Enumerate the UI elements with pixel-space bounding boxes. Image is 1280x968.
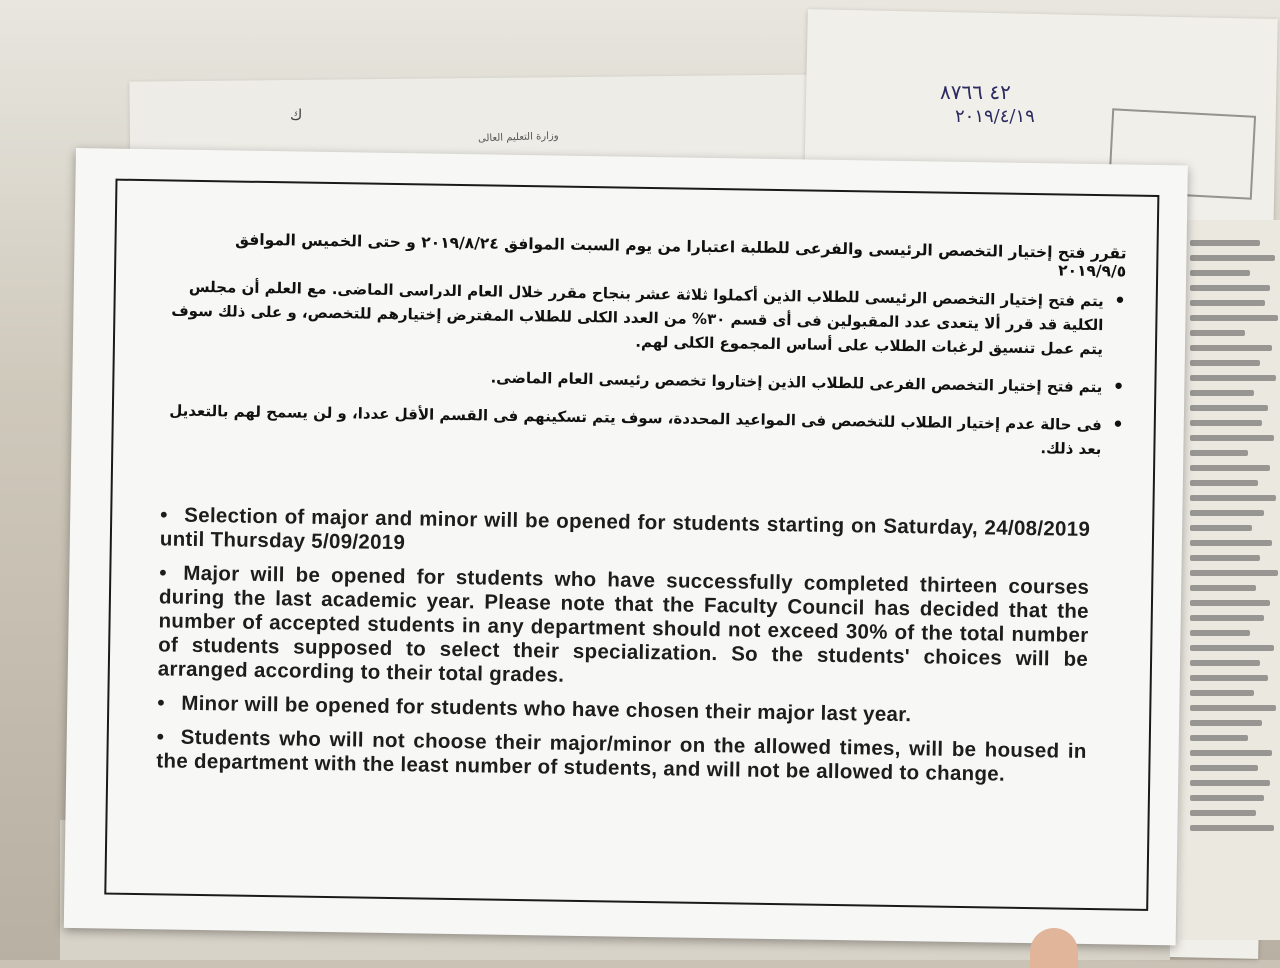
english-notice (156, 503, 1090, 798)
notice-paper (64, 148, 1188, 945)
english-text: Selection of major and minor will be opened for students starting on Saturday, 24/08/2019 until Thursday 5/09/2019 (159, 503, 1091, 555)
background-text-lines (1190, 240, 1280, 840)
bullet-icon: • (156, 725, 165, 749)
english-text: Minor will be opened for students who have chosen their major last year. (181, 691, 912, 727)
bullet-icon: • (160, 503, 168, 527)
arabic-bullet-list (163, 274, 1126, 475)
bullet-icon: • (157, 691, 165, 715)
arabic-bullet: • يتم فتح إختيار التخصص الفرعى للطلاب الذين إختاروا تخصص رئيسى العام الماضى. (164, 360, 1124, 399)
arabic-title: تقرر فتح إختيار التخصص الرئيسى والفرعى للطلبة اعتبارا من يوم السبت الموافق ٢٠١٩/٨/٢٤ و حتى الخميس الموافق ٢٠١٩/٩/٥ (235, 230, 1127, 281)
ministry-label: وزارة التعليم العالى (477, 130, 559, 145)
english-item-housing (156, 725, 1087, 788)
page-mark: ك (290, 106, 303, 124)
english-text: Students who will not choose their major/minor on the allowed times, will be housed in the department with the least number of students, and will not be allowed to change. (156, 725, 1087, 786)
bullet-icon: • (159, 561, 168, 585)
handwritten-number: ٤٢ ٨٧٦٦ (940, 80, 1011, 104)
english-text: Major will be opened for students who have successfully completed thirteen courses during the last academic year. Please note that the Faculty Council has decided that the number of accepted students in any department should not exceed 30% of the total number of students supposed to select their specialization. So the students' choices will be arranged according to their total grades. (157, 561, 1090, 687)
english-item-major (158, 561, 1090, 696)
arabic-bullet: • يتم فتح إختيار التخصص الرئيسى للطلاب الذين أكملوا ثلاثة عشر بنجاح مقرر خلال العام الدراسى الماضى. مع العلم أن مجلس الكلية قد قرر ألا يتعدى عدد المقبولين فى أى قسم ٣٠% من العدد الكلى للطلاب المفترض إختيارهم للتخصص، و على ذلك سوف يتم عمل تنسيق لرغبات الطلاب على أساس المجموع الكلى لهم. (165, 274, 1126, 361)
english-item-minor (157, 691, 1087, 730)
thumb (1030, 928, 1078, 968)
handwritten-date: ٢٠١٩/٤/١٩ (955, 106, 1035, 127)
arabic-bullet: • فى حالة عدم إختيار الطلاب للتخصص فى المواعيد المحددة، سوف يتم تسكينهم فى القسم الأقل عددا، و لن يسمح لهم بالتعديل بعد ذلك. (163, 398, 1124, 461)
